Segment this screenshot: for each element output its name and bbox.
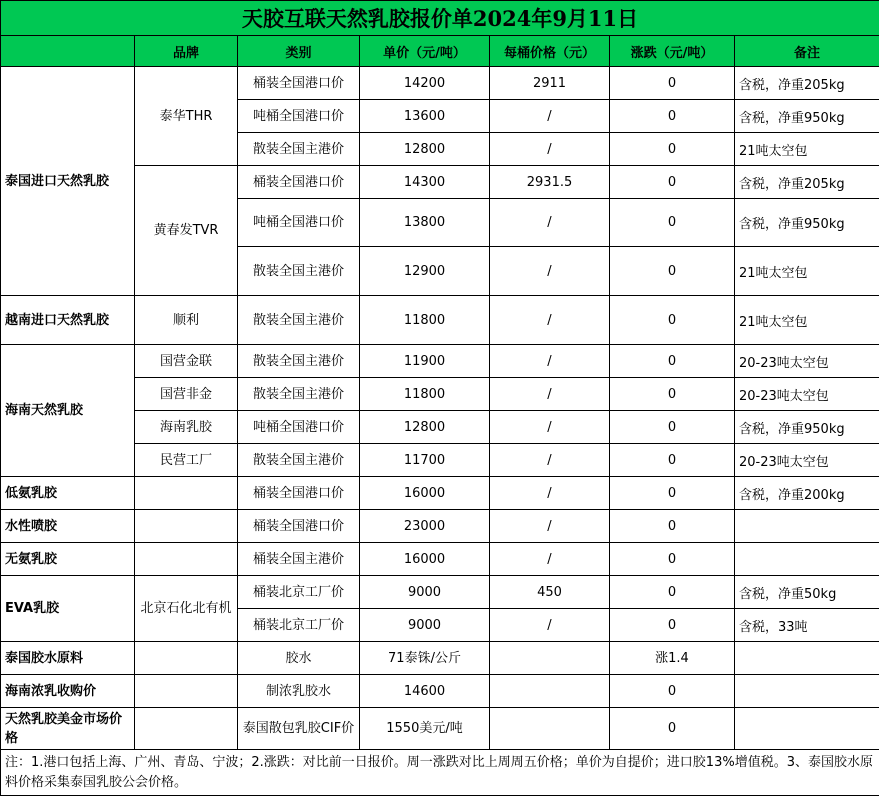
type-cell: 桶装全国港口价 xyxy=(238,166,360,199)
unit-price-cell: 14200 xyxy=(360,67,490,100)
brand-cell: 民营工厂 xyxy=(135,444,238,477)
brand-cell: 顺利 xyxy=(135,296,238,345)
type-cell: 桶装全国港口价 xyxy=(238,510,360,543)
barrel-price-cell: / xyxy=(490,133,610,166)
category-cell: 低氨乳胶 xyxy=(1,477,135,510)
change-cell: 0 xyxy=(610,444,735,477)
unit-price-cell: 9000 xyxy=(360,576,490,609)
header-change: 涨跌（元/吨） xyxy=(610,36,735,67)
change-cell: 0 xyxy=(610,345,735,378)
remark-cell: 21吨太空包 xyxy=(735,247,879,296)
table-row xyxy=(1,543,879,576)
barrel-price-cell: / xyxy=(490,378,610,411)
remark-cell: 20-23吨太空包 xyxy=(735,444,879,477)
remark-cell: 20-23吨太空包 xyxy=(735,345,879,378)
barrel-price-cell: / xyxy=(490,510,610,543)
remark-cell: 含税，33吨 xyxy=(735,609,879,642)
header-unit-price: 单价（元/吨） xyxy=(360,36,490,67)
brand-cell xyxy=(135,510,238,543)
unit-price-cell: 71泰铢/公斤 xyxy=(360,642,490,675)
header-category xyxy=(1,36,135,67)
barrel-price-cell: / xyxy=(490,411,610,444)
type-cell: 制浓乳胶水 xyxy=(238,675,360,708)
remark-cell xyxy=(735,675,879,708)
remark-cell xyxy=(735,708,879,750)
brand-cell xyxy=(135,477,238,510)
unit-price-cell: 13600 xyxy=(360,100,490,133)
unit-price-cell: 14300 xyxy=(360,166,490,199)
category-cell: 水性喷胶 xyxy=(1,510,135,543)
type-cell: 桶装北京工厂价 xyxy=(238,609,360,642)
category-cell: EVA乳胶 xyxy=(1,576,135,642)
category-cell: 天然乳胶美金市场价格 xyxy=(1,708,135,750)
barrel-price-cell: 2931.5 xyxy=(490,166,610,199)
change-cell: 0 xyxy=(610,133,735,166)
change-cell: 0 xyxy=(610,675,735,708)
change-cell: 0 xyxy=(610,576,735,609)
change-cell: 0 xyxy=(610,477,735,510)
category-cell: 无氨乳胶 xyxy=(1,543,135,576)
brand-cell xyxy=(135,642,238,675)
change-cell: 0 xyxy=(610,708,735,750)
header-type: 类别 xyxy=(238,36,360,67)
type-cell: 散装全国主港价 xyxy=(238,378,360,411)
unit-price-cell: 14600 xyxy=(360,675,490,708)
barrel-price-cell: / xyxy=(490,247,610,296)
header-barrel-price: 每桶价格（元） xyxy=(490,36,610,67)
barrel-price-cell: / xyxy=(490,296,610,345)
remark-cell: 含税，净重50kg xyxy=(735,576,879,609)
barrel-price-cell xyxy=(490,675,610,708)
remark-cell: 含税，净重205kg xyxy=(735,67,879,100)
barrel-price-cell: / xyxy=(490,543,610,576)
type-cell: 散装全国主港价 xyxy=(238,444,360,477)
table-row xyxy=(1,477,879,510)
brand-cell: 国营非金 xyxy=(135,378,238,411)
table-row xyxy=(1,675,879,708)
barrel-price-cell xyxy=(490,642,610,675)
unit-price-cell: 11900 xyxy=(360,345,490,378)
barrel-price-cell: / xyxy=(490,609,610,642)
change-cell: 0 xyxy=(610,411,735,444)
remark-cell: 20-23吨太空包 xyxy=(735,378,879,411)
change-cell: 涨1.4 xyxy=(610,642,735,675)
unit-price-cell: 12900 xyxy=(360,247,490,296)
barrel-price-cell: / xyxy=(490,477,610,510)
unit-price-cell: 12800 xyxy=(360,133,490,166)
header-row xyxy=(1,36,879,67)
header-remarks: 备注 xyxy=(735,36,879,67)
category-cell: 泰国胶水原料 xyxy=(1,642,135,675)
barrel-price-cell: / xyxy=(490,444,610,477)
type-cell: 桶装北京工厂价 xyxy=(238,576,360,609)
change-cell: 0 xyxy=(610,100,735,133)
table-row xyxy=(1,296,879,345)
unit-price-cell: 16000 xyxy=(360,477,490,510)
unit-price-cell: 11700 xyxy=(360,444,490,477)
unit-price-cell: 11800 xyxy=(360,296,490,345)
type-cell: 桶装全国港口价 xyxy=(238,477,360,510)
type-cell: 桶装全国主港价 xyxy=(238,543,360,576)
unit-price-cell: 16000 xyxy=(360,543,490,576)
category-cell: 海南浓乳收购价 xyxy=(1,675,135,708)
remark-cell xyxy=(735,543,879,576)
title-row xyxy=(1,1,879,36)
category-cell: 海南天然乳胶 xyxy=(1,345,135,477)
change-cell: 0 xyxy=(610,247,735,296)
type-cell: 吨桶全国港口价 xyxy=(238,411,360,444)
change-cell: 0 xyxy=(610,510,735,543)
type-cell: 散装全国主港价 xyxy=(238,133,360,166)
remark-cell: 含税，净重950kg xyxy=(735,199,879,247)
type-cell: 散装全国主港价 xyxy=(238,247,360,296)
brand-cell xyxy=(135,543,238,576)
table-row xyxy=(1,67,879,100)
barrel-price-cell: / xyxy=(490,100,610,133)
header-brand: 品牌 xyxy=(135,36,238,67)
unit-price-cell: 12800 xyxy=(360,411,490,444)
change-cell: 0 xyxy=(610,67,735,100)
brand-cell: 黄春发TVR xyxy=(135,166,238,296)
change-cell: 0 xyxy=(610,609,735,642)
category-cell: 泰国进口天然乳胶 xyxy=(1,67,135,296)
brand-cell xyxy=(135,675,238,708)
type-cell: 散装全国主港价 xyxy=(238,296,360,345)
brand-cell: 国营金联 xyxy=(135,345,238,378)
footnote-row xyxy=(1,750,879,796)
type-cell: 胶水 xyxy=(238,642,360,675)
remark-cell xyxy=(735,510,879,543)
remark-cell: 21吨太空包 xyxy=(735,133,879,166)
unit-price-cell: 23000 xyxy=(360,510,490,543)
barrel-price-cell xyxy=(490,708,610,750)
change-cell: 0 xyxy=(610,543,735,576)
type-cell: 桶装全国港口价 xyxy=(238,67,360,100)
unit-price-cell: 11800 xyxy=(360,378,490,411)
type-cell: 散装全国主港价 xyxy=(238,345,360,378)
unit-price-cell: 9000 xyxy=(360,609,490,642)
table-row xyxy=(1,345,879,378)
barrel-price-cell: 450 xyxy=(490,576,610,609)
change-cell: 0 xyxy=(610,378,735,411)
remark-cell: 含税，净重950kg xyxy=(735,411,879,444)
remark-cell: 含税，净重200kg xyxy=(735,477,879,510)
type-cell: 吨桶全国港口价 xyxy=(238,100,360,133)
table-row xyxy=(1,576,879,609)
barrel-price-cell: / xyxy=(490,199,610,247)
change-cell: 0 xyxy=(610,166,735,199)
brand-cell: 北京石化北有机 xyxy=(135,576,238,642)
category-cell: 越南进口天然乳胶 xyxy=(1,296,135,345)
brand-cell xyxy=(135,708,238,750)
brand-cell: 海南乳胶 xyxy=(135,411,238,444)
barrel-price-cell: / xyxy=(490,345,610,378)
footnote: 注：1.港口包括上海、广州、青岛、宁波；2.涨跌：对比前一日报价。周一涨跌对比上周周五价格；单价为自提价；进口胶13%增值税。3、泰国胶水原料价格采集泰国乳胶公会价格。 xyxy=(1,750,879,796)
remark-cell: 含税，净重950kg xyxy=(735,100,879,133)
remark-cell xyxy=(735,642,879,675)
remark-cell: 21吨太空包 xyxy=(735,296,879,345)
barrel-price-cell: 2911 xyxy=(490,67,610,100)
type-cell: 吨桶全国港口价 xyxy=(238,199,360,247)
table-row xyxy=(1,510,879,543)
change-cell: 0 xyxy=(610,199,735,247)
table-row xyxy=(1,642,879,675)
change-cell: 0 xyxy=(610,296,735,345)
brand-cell: 泰华THR xyxy=(135,67,238,166)
type-cell: 泰国散包乳胶CIF价 xyxy=(238,708,360,750)
unit-price-cell: 1550美元/吨 xyxy=(360,708,490,750)
remark-cell: 含税，净重205kg xyxy=(735,166,879,199)
sheet-title: 天胶互联天然乳胶报价单2024年9月11日 xyxy=(1,1,879,36)
table-row xyxy=(1,708,879,750)
unit-price-cell: 13800 xyxy=(360,199,490,247)
